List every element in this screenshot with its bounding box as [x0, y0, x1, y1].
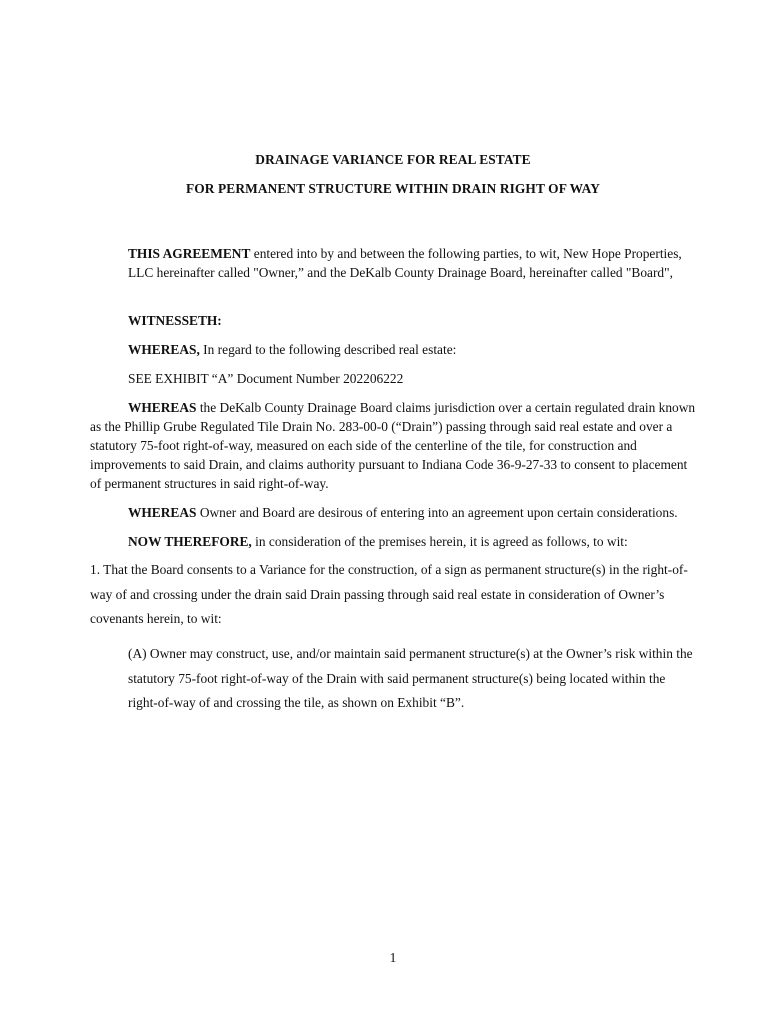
whereas-real-estate-paragraph — [128, 340, 688, 359]
whereas-jurisdiction-paragraph — [90, 398, 700, 493]
agreement-text: entered into by and between the following parties, to wit, New Hope Properties, LLC hereinafter called "Owner,” and the DeKalb County Drainage Board, hereinafter called "Board", — [128, 246, 682, 280]
page-number: 1 — [389, 950, 397, 965]
now-therefore-lead: NOW THEREFORE, — [128, 534, 252, 549]
document-subtitle: FOR PERMANENT STRUCTURE WITHIN DRAIN RIGHT OF WAY — [186, 181, 600, 196]
now-therefore-text: in consideration of the premises herein, it is agreed as follows, to wit: — [251, 534, 628, 549]
whereas-text: In regard to the following described real estate: — [199, 342, 457, 357]
document-title: DRAINAGE VARIANCE FOR REAL ESTATE — [255, 152, 531, 167]
clause-1a: (A) Owner may construct, use, and/or maintain said permanent structure(s) at the Owner’s risk within the statutory 75-foot right-of-way of the Drain with said permanent structure(s) being located within the right-of-way of and crossing the tile, as shown on Exhibit “B”. — [128, 646, 693, 710]
whereas-lead: WHEREAS — [128, 505, 197, 520]
witnesseth-heading: WITNESSETH: — [128, 313, 222, 328]
whereas-text: Owner and Board are desirous of entering into an agreement upon certain considerations. — [196, 505, 678, 520]
whereas-text: the DeKalb County Drainage Board claims jurisdiction over a certain regulated drain known as the Phillip Grube Regulated Tile Drain No. 283-00-0 (“Drain”) passing through said real estate and over a statutory 75-foot right-of-way, measured on each side of the centerline of the tile, for construction and improvements to said Drain, and claims authority pursuant to Indiana Code 36-9-27-33 to consent to placement of permanent structures in said right-of-way. — [90, 400, 696, 491]
whereas-lead: WHEREAS — [128, 400, 197, 415]
whereas-lead: WHEREAS, — [128, 342, 200, 357]
exhibit-a-reference: SEE EXHIBIT “A” Document Number 202206222 — [128, 371, 404, 386]
clause-1: 1. That the Board consents to a Variance for the construction, of a sign as permanent structure(s) in the right-of-way of and crossing under the drain said Drain passing through said real estate in consideration of Owner’s covenants herein, to wit: — [90, 562, 688, 626]
agreement-paragraph — [128, 244, 688, 282]
whereas-desirous-paragraph — [90, 503, 700, 522]
now-therefore-paragraph — [90, 532, 700, 551]
agreement-lead: THIS AGREEMENT — [128, 246, 251, 261]
